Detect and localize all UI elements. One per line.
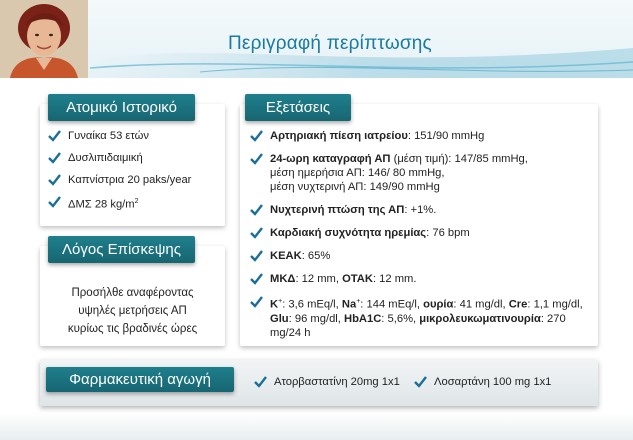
history-item-text: ΔΜΣ 28 kg/m [68, 198, 135, 211]
list-item [250, 203, 595, 217]
check-icon [250, 296, 263, 308]
exam-extra-line: μέση ημερήσια ΑΠ: 146/ 80 mmHg, [270, 167, 445, 179]
visit-label: Λόγος Επίσκεψης [48, 236, 195, 263]
exam-label: Νυχτερινή πτώση της ΑΠ [270, 204, 405, 216]
list-item [250, 129, 595, 143]
exam-label: ΚΕΑΚ [270, 250, 302, 262]
list-item [250, 295, 595, 340]
history-item-text: Δυσλιπιδαιμική [68, 152, 143, 164]
list-item [250, 152, 595, 194]
bmi-superscript: 2 [134, 198, 139, 205]
lab-hba1c-value: : 5,6%, [381, 312, 420, 325]
lab-micro-value: : 270 mg/24 h [270, 312, 566, 339]
check-icon [250, 204, 263, 216]
check-icon [48, 174, 61, 186]
exams-list [250, 129, 595, 340]
lab-urea-value: : 41 mg/dl, [453, 298, 509, 311]
lab-na: Na [341, 298, 357, 311]
lab-urea: ουρία [423, 298, 454, 311]
lab-line-2 [270, 312, 595, 340]
check-icon [48, 130, 61, 142]
list-item [250, 249, 595, 263]
lab-hba1c: HbA1C [344, 312, 382, 325]
lab-line-1 [270, 295, 595, 312]
exam-label: Καρδιακή συχνότητα ηρεμίας [270, 227, 427, 239]
list-item [250, 272, 595, 286]
visit-line: υψηλές μετρήσεις ΑΠ [78, 305, 187, 317]
avatar [0, 0, 88, 78]
check-icon [48, 152, 61, 164]
medication-item [254, 375, 400, 389]
avatar-photo [0, 0, 88, 78]
check-icon [414, 376, 427, 388]
check-icon [48, 196, 61, 208]
visit-line: κυρίως τις βραδινές ώρες [67, 323, 198, 335]
medication-item [414, 375, 551, 389]
history-label: Ατομικό Ιστορικό [48, 94, 195, 121]
exam-value: : 12 mm, [295, 273, 343, 285]
check-icon [250, 273, 263, 285]
history-item-text: Καπνίστρια 20 paks/year [68, 174, 192, 186]
check-icon [250, 153, 263, 165]
list-item [250, 226, 595, 240]
visit-reason-text [40, 284, 225, 338]
list-item [48, 195, 223, 212]
medication-label: Φαρμακευτική αγωγή [46, 367, 234, 392]
lab-k-sup: + [278, 298, 283, 305]
check-icon [250, 227, 263, 239]
history-item-text: Γυναίκα 53 ετών [68, 130, 149, 142]
lab-micro: μικρολευκωματινουρία [419, 312, 541, 325]
list-item [48, 129, 223, 143]
check-icon [250, 130, 263, 142]
exam-value: : +1%. [404, 204, 437, 216]
list-item [48, 173, 223, 187]
lab-cre-value: : 1,1 mg/dl, [527, 298, 583, 311]
visit-line: Προσήλθε αναφέροντας [71, 287, 194, 299]
lab-glu: Glu [270, 312, 289, 325]
exam-label: ΜΚΔ [270, 273, 296, 285]
page-title: Περιγραφή περίπτωσης [228, 33, 432, 54]
footer-fade [0, 412, 633, 440]
check-icon [254, 376, 267, 388]
medication-text: Λοσαρτάνη 100 mg 1x1 [434, 376, 552, 388]
exam-value: : 12 mm. [372, 273, 417, 285]
list-item [48, 151, 223, 165]
lab-k-value: : 3,6 mEq/l, [282, 298, 342, 311]
lab-na-value: : 144 mEq/l, [360, 298, 424, 311]
exam-value: : 151/90 mmHg [407, 130, 485, 142]
lab-cre: Cre [508, 298, 528, 311]
lab-glu-value: : 96 mg/dl, [288, 312, 344, 325]
history-list [48, 129, 223, 212]
exam-value: : 76 bpm [426, 227, 470, 239]
exam-value: : 65% [301, 250, 331, 262]
exam-value: (μέση τιμή): 147/85 mmHg, [390, 153, 528, 165]
lab-k: K [270, 298, 279, 311]
exam-label: ΟΤΑΚ [342, 273, 373, 285]
medication-text: Ατορβαστατίνη 20mg 1x1 [274, 376, 400, 388]
exam-label: Αρτηριακή πίεση ιατρείου [270, 130, 408, 142]
exams-label: Εξετάσεις [245, 94, 351, 121]
check-icon [250, 250, 263, 262]
lab-na-sup: + [356, 298, 361, 305]
exam-extra-line: μέση νυχτερινή ΑΠ: 149/90 mmHg [270, 181, 440, 193]
exam-label: 24-ωρη καταγραφή ΑΠ [270, 153, 391, 165]
